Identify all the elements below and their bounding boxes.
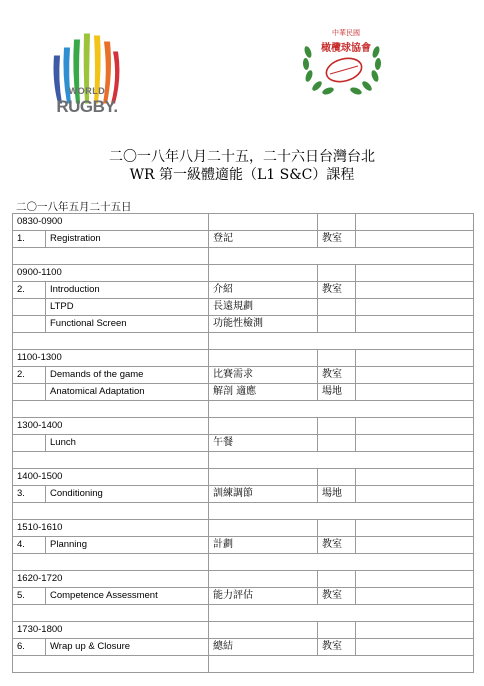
empty-cell bbox=[209, 554, 474, 571]
session-location-cell bbox=[318, 435, 356, 452]
session-row bbox=[13, 231, 474, 248]
session-row bbox=[13, 588, 474, 605]
ctru-logo-name: 中華民國 bbox=[332, 29, 360, 37]
empty-cell bbox=[356, 588, 474, 605]
empty-cell bbox=[209, 622, 318, 639]
spacer-row bbox=[13, 554, 474, 571]
schedule-table-body bbox=[13, 214, 474, 673]
time-slot-cell: 0900-1100 bbox=[13, 265, 209, 282]
session-number-cell: 1. bbox=[13, 231, 46, 248]
session-title-zh-cell: 訓練調節 bbox=[209, 486, 318, 503]
session-row bbox=[13, 639, 474, 656]
session-title-en-cell: Competence Assessment bbox=[46, 588, 209, 605]
empty-cell bbox=[13, 333, 209, 350]
empty-cell bbox=[209, 418, 318, 435]
session-row bbox=[13, 282, 474, 299]
empty-cell bbox=[356, 367, 474, 384]
document-title-line1: 二〇一八年八月二十五，二十六日台灣台北 bbox=[109, 149, 375, 165]
session-title-en-cell: Demands of the game bbox=[46, 367, 209, 384]
time-slot-row bbox=[13, 622, 474, 639]
session-number-cell bbox=[13, 435, 46, 452]
empty-cell bbox=[356, 639, 474, 656]
session-title-zh-cell: 計劃 bbox=[209, 537, 318, 554]
time-slot-cell: 0830-0900 bbox=[13, 214, 209, 231]
session-title-en-cell: Lunch bbox=[46, 435, 209, 452]
empty-cell bbox=[356, 231, 474, 248]
empty-cell bbox=[13, 605, 209, 622]
session-title-zh-cell: 能力評估 bbox=[209, 588, 318, 605]
empty-cell bbox=[356, 435, 474, 452]
spacer-row bbox=[13, 248, 474, 265]
empty-cell bbox=[318, 265, 356, 282]
empty-cell bbox=[209, 401, 474, 418]
session-number-cell bbox=[13, 299, 46, 316]
spacer-row bbox=[13, 656, 474, 673]
empty-cell bbox=[13, 401, 209, 418]
empty-cell bbox=[13, 503, 209, 520]
spacer-row bbox=[13, 333, 474, 350]
empty-cell bbox=[209, 520, 318, 537]
empty-cell bbox=[318, 214, 356, 231]
empty-cell bbox=[13, 248, 209, 265]
session-location-cell: 教室 bbox=[318, 367, 356, 384]
document-title-line2: WR 第一級體適能（L1 S&C）課程 bbox=[129, 167, 355, 183]
session-location-cell: 教室 bbox=[318, 588, 356, 605]
empty-cell bbox=[209, 469, 318, 486]
empty-cell bbox=[209, 605, 474, 622]
session-location-cell: 教室 bbox=[318, 639, 356, 656]
empty-cell bbox=[356, 537, 474, 554]
empty-cell bbox=[356, 384, 474, 401]
session-title-en-cell: Functional Screen bbox=[46, 316, 209, 333]
empty-cell bbox=[318, 418, 356, 435]
session-number-cell bbox=[13, 384, 46, 401]
session-title-zh-cell: 比賽需求 bbox=[209, 367, 318, 384]
empty-cell bbox=[356, 282, 474, 299]
empty-cell bbox=[13, 452, 209, 469]
session-number-cell: 2. bbox=[13, 367, 46, 384]
schedule-table bbox=[12, 213, 474, 673]
session-title-zh-cell: 登記 bbox=[209, 231, 318, 248]
empty-cell bbox=[318, 622, 356, 639]
session-location-cell bbox=[318, 316, 356, 333]
spacer-row bbox=[13, 605, 474, 622]
session-title-en-cell: Registration bbox=[46, 231, 209, 248]
session-title-en-cell: Anatomical Adaptation bbox=[46, 384, 209, 401]
empty-cell bbox=[209, 350, 318, 367]
empty-cell bbox=[356, 469, 474, 486]
session-row bbox=[13, 384, 474, 401]
session-title-en-cell: LTPD bbox=[46, 299, 209, 316]
session-location-cell: 場地 bbox=[318, 384, 356, 401]
session-row bbox=[13, 316, 474, 333]
time-slot-row bbox=[13, 571, 474, 588]
time-slot-cell: 1510-1610 bbox=[13, 520, 209, 537]
time-slot-row bbox=[13, 469, 474, 486]
session-title-zh-cell: 介紹 bbox=[209, 282, 318, 299]
session-row bbox=[13, 537, 474, 554]
empty-cell bbox=[209, 248, 474, 265]
time-slot-row bbox=[13, 214, 474, 231]
time-slot-cell: 1730-1800 bbox=[13, 622, 209, 639]
empty-cell bbox=[356, 299, 474, 316]
empty-cell bbox=[356, 316, 474, 333]
empty-cell bbox=[318, 571, 356, 588]
session-title-en-cell: Conditioning bbox=[46, 486, 209, 503]
session-number-cell: 5. bbox=[13, 588, 46, 605]
empty-cell bbox=[209, 452, 474, 469]
time-slot-cell: 1100-1300 bbox=[13, 350, 209, 367]
empty-cell bbox=[209, 265, 318, 282]
empty-cell bbox=[318, 469, 356, 486]
empty-cell bbox=[356, 265, 474, 282]
empty-cell bbox=[356, 214, 474, 231]
session-title-en-cell: Planning bbox=[46, 537, 209, 554]
time-slot-cell: 1620-1720 bbox=[13, 571, 209, 588]
empty-cell bbox=[209, 571, 318, 588]
session-title-zh-cell: 解剖 適應 bbox=[209, 384, 318, 401]
session-number-cell: 4. bbox=[13, 537, 46, 554]
empty-cell bbox=[13, 656, 209, 673]
session-number-cell: 3. bbox=[13, 486, 46, 503]
empty-cell bbox=[356, 571, 474, 588]
session-title-zh-cell: 總結 bbox=[209, 639, 318, 656]
empty-cell bbox=[356, 520, 474, 537]
session-location-cell: 教室 bbox=[318, 231, 356, 248]
empty-cell bbox=[356, 486, 474, 503]
empty-cell bbox=[318, 350, 356, 367]
empty-cell bbox=[356, 622, 474, 639]
ctru-logo-org: 橄欖球協會 bbox=[321, 43, 371, 54]
spacer-row bbox=[13, 503, 474, 520]
time-slot-cell: 1300-1400 bbox=[13, 418, 209, 435]
session-title-en-cell: Introduction bbox=[46, 282, 209, 299]
session-row bbox=[13, 486, 474, 503]
world-rugby-logo-line2: RUGBY. bbox=[56, 97, 118, 116]
session-location-cell bbox=[318, 299, 356, 316]
empty-cell bbox=[13, 554, 209, 571]
time-slot-row bbox=[13, 418, 474, 435]
date-heading: 二〇一八年五月二十五日 bbox=[16, 201, 132, 213]
session-title-zh-cell: 功能性檢測 bbox=[209, 316, 318, 333]
session-number-cell bbox=[13, 316, 46, 333]
session-title-zh-cell: 午餐 bbox=[209, 435, 318, 452]
session-title-en-cell: Wrap up & Closure bbox=[46, 639, 209, 656]
session-location-cell: 場地 bbox=[318, 486, 356, 503]
empty-cell bbox=[209, 656, 474, 673]
empty-cell bbox=[209, 214, 318, 231]
session-row bbox=[13, 367, 474, 384]
spacer-row bbox=[13, 401, 474, 418]
time-slot-cell: 1400-1500 bbox=[13, 469, 209, 486]
session-row bbox=[13, 299, 474, 316]
world-rugby-logo-line1: WORLD bbox=[68, 86, 106, 96]
time-slot-row bbox=[13, 350, 474, 367]
empty-cell bbox=[356, 350, 474, 367]
session-number-cell: 6. bbox=[13, 639, 46, 656]
empty-cell bbox=[209, 503, 474, 520]
empty-cell bbox=[318, 520, 356, 537]
session-location-cell: 教室 bbox=[318, 282, 356, 299]
session-row bbox=[13, 435, 474, 452]
session-number-cell: 2. bbox=[13, 282, 46, 299]
empty-cell bbox=[209, 333, 474, 350]
time-slot-row bbox=[13, 265, 474, 282]
session-title-zh-cell: 長遠規劃 bbox=[209, 299, 318, 316]
session-location-cell: 教室 bbox=[318, 537, 356, 554]
time-slot-row bbox=[13, 520, 474, 537]
spacer-row bbox=[13, 452, 474, 469]
empty-cell bbox=[356, 418, 474, 435]
